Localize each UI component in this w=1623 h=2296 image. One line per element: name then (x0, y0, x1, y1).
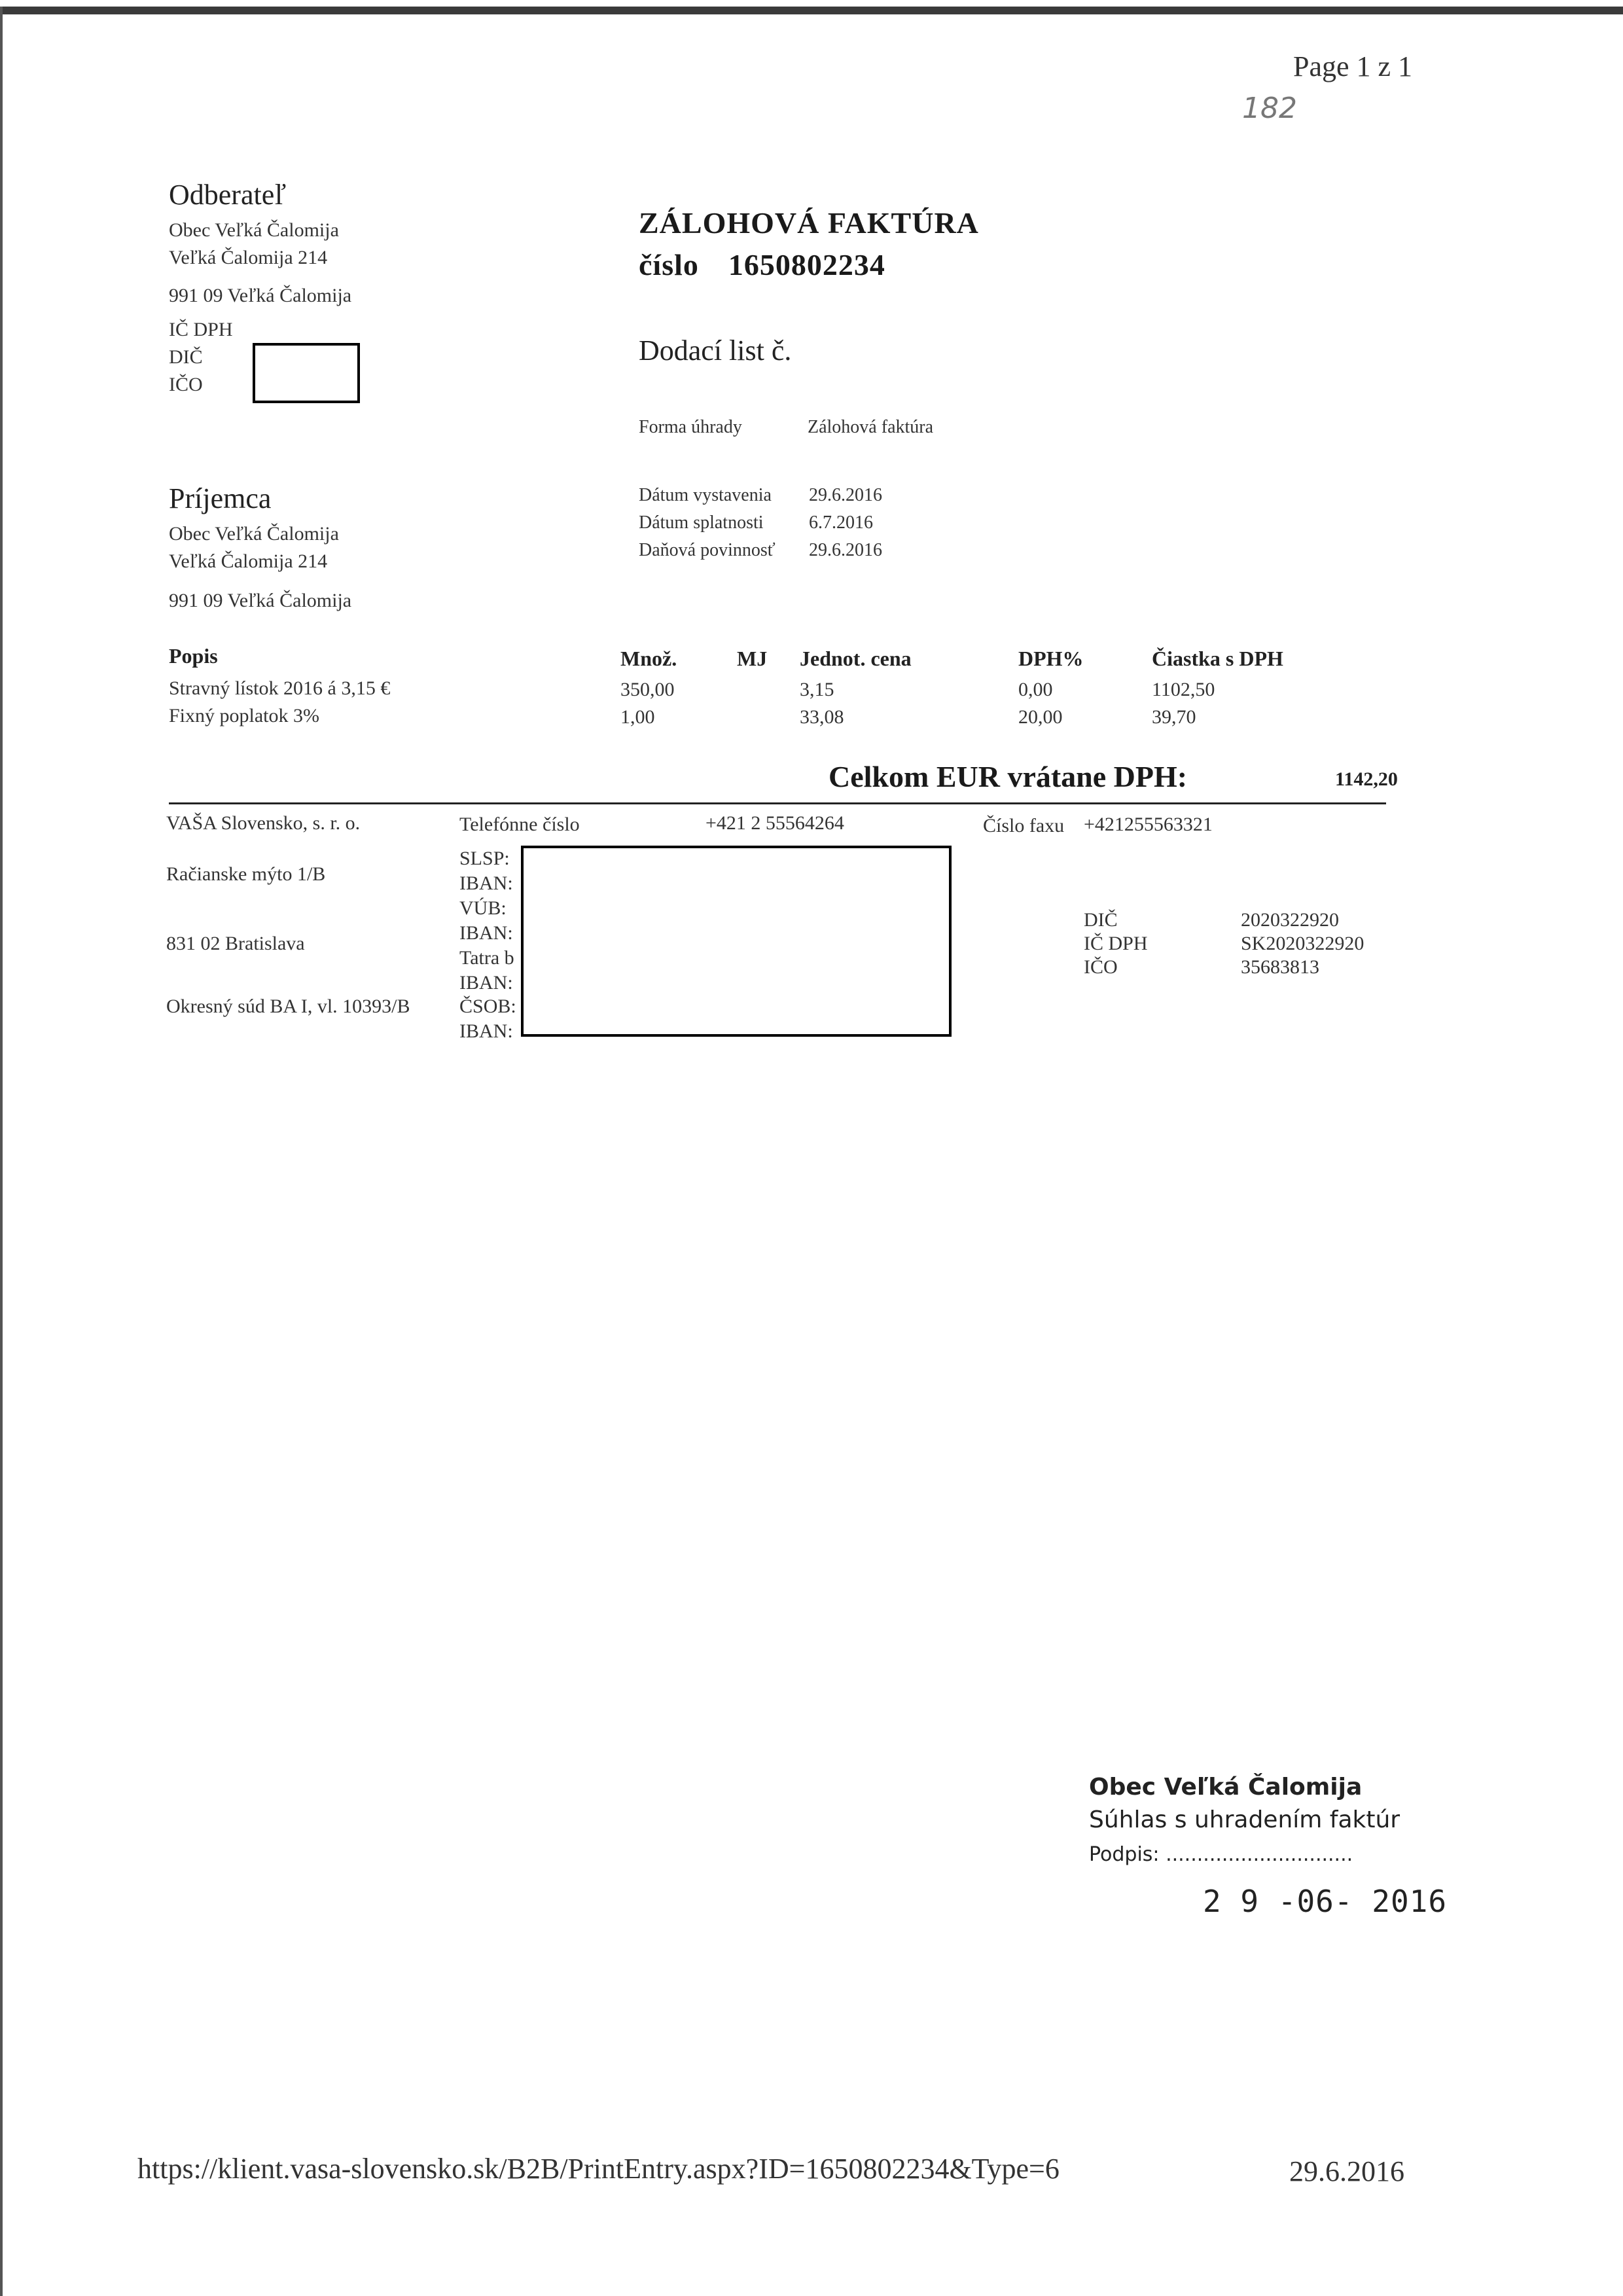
handwritten-number: 182 (1242, 92, 1297, 125)
col-description: Popis (169, 644, 218, 668)
stamp-line-1: Obec Veľká Čalomija (1089, 1774, 1363, 1801)
recipient-heading: Príjemca (169, 482, 272, 514)
supplier-city: 831 02 Bratislava (166, 933, 305, 954)
buyer-heading: Odberateľ (169, 179, 287, 211)
scan-left-edge (0, 7, 3, 2296)
date-issued-label: Dátum vystavenia (639, 485, 772, 505)
supplier-street: Račianske mýto 1/B (166, 863, 326, 885)
bank-label-iban-3: IBAN: (459, 972, 513, 994)
bank-label-tatra: Tatra b (459, 947, 514, 969)
buyer-dic-label: DIČ (169, 346, 203, 368)
date-issued-value: 29.6.2016 (809, 485, 882, 505)
total-value: 1142,20 (1335, 768, 1398, 790)
buyer-street: Veľká Čalomija 214 (169, 247, 328, 268)
bank-label-vub: VÚB: (459, 897, 507, 919)
phone-value: +421 2 55564264 (705, 812, 844, 834)
buyer-city: 991 09 Veľká Čalomija (169, 285, 352, 306)
bank-label-iban-1: IBAN: (459, 872, 513, 894)
payment-form-label: Forma úhrady (639, 417, 742, 437)
date-due-value: 6.7.2016 (809, 512, 873, 533)
buyer-ic-dph-label: IČ DPH (169, 319, 233, 340)
row1-vat: 0,00 (1018, 679, 1053, 700)
footer-date: 29.6.2016 (1289, 2155, 1404, 2187)
buyer-redaction-box (253, 343, 360, 403)
stamp-line-2: Súhlas s uhradením faktúr (1089, 1806, 1400, 1833)
fax-label: Číslo faxu (983, 815, 1065, 836)
buyer-name: Obec Veľká Čalomija (169, 219, 339, 241)
delivery-note: Dodací list č. (639, 334, 792, 367)
bank-redaction-box (521, 846, 952, 1037)
bank-label-slsp: SLSP: (459, 848, 510, 869)
invoice-number: 1650802234 (728, 248, 885, 281)
scan-top-edge (0, 7, 1623, 14)
total-label: Celkom EUR vrátane DPH: (829, 760, 1188, 793)
payment-form-value: Zálohová faktúra (808, 417, 934, 437)
invoice-title: ZÁLOHOVÁ FAKTÚRA (639, 206, 979, 240)
supplier-icdph-label: IČ DPH (1084, 933, 1148, 954)
row1-total: 1102,50 (1152, 679, 1215, 700)
row2-total: 39,70 (1152, 706, 1196, 728)
col-unit-price: Jednot. cena (800, 647, 912, 670)
invoice-number-label: číslo (639, 248, 699, 281)
row2-price: 33,08 (800, 706, 844, 728)
supplier-court: Okresný súd BA I, vl. 10393/B (166, 996, 410, 1017)
total-divider (169, 802, 1386, 804)
col-total: Čiastka s DPH (1152, 647, 1283, 670)
row1-desc: Stravný lístok 2016 á 3,15 € (169, 677, 391, 699)
date-tax-label: Daňová povinnosť (639, 540, 776, 560)
bank-label-csob: ČSOB: (459, 996, 516, 1017)
col-unit: MJ (737, 647, 768, 670)
stamp-date: 2 9 -06- 2016 (1203, 1884, 1448, 1919)
row1-price: 3,15 (800, 679, 834, 700)
supplier-dic-label: DIČ (1084, 909, 1118, 931)
invoice-number-row (639, 247, 885, 282)
date-due-label: Dátum splatnosti (639, 512, 764, 533)
supplier-ico-label: IČO (1084, 956, 1118, 978)
supplier-ico-value: 35683813 (1241, 956, 1319, 978)
fax-value: +421255563321 (1084, 814, 1213, 835)
page-number: Page 1 z 1 (1293, 50, 1413, 82)
row1-qty: 350,00 (620, 679, 675, 700)
supplier-name: VAŠA Slovensko, s. r. o. (166, 812, 361, 834)
buyer-ico-label: IČO (169, 374, 203, 395)
bank-label-iban-4: IBAN: (459, 1020, 513, 1042)
bank-label-iban-2: IBAN: (459, 922, 513, 944)
col-quantity: Množ. (620, 647, 677, 670)
supplier-icdph-value: SK2020322920 (1241, 933, 1364, 954)
row2-vat: 20,00 (1018, 706, 1063, 728)
date-tax-value: 29.6.2016 (809, 540, 882, 560)
recipient-name: Obec Veľká Čalomija (169, 523, 339, 545)
row2-qty: 1,00 (620, 706, 655, 728)
footer-url: https://klient.vasa-slovensko.sk/B2B/PrintEntry.aspx?ID=1650802234&Type=6 (137, 2153, 1060, 2185)
col-vat: DPH% (1018, 647, 1084, 670)
phone-label: Telefónne číslo (459, 814, 580, 835)
recipient-street: Veľká Čalomija 214 (169, 550, 328, 572)
supplier-dic-value: 2020322920 (1241, 909, 1339, 931)
stamp-line-3: Podpis: .............................. (1089, 1843, 1353, 1866)
recipient-city: 991 09 Veľká Čalomija (169, 590, 352, 611)
row2-desc: Fixný poplatok 3% (169, 705, 319, 726)
